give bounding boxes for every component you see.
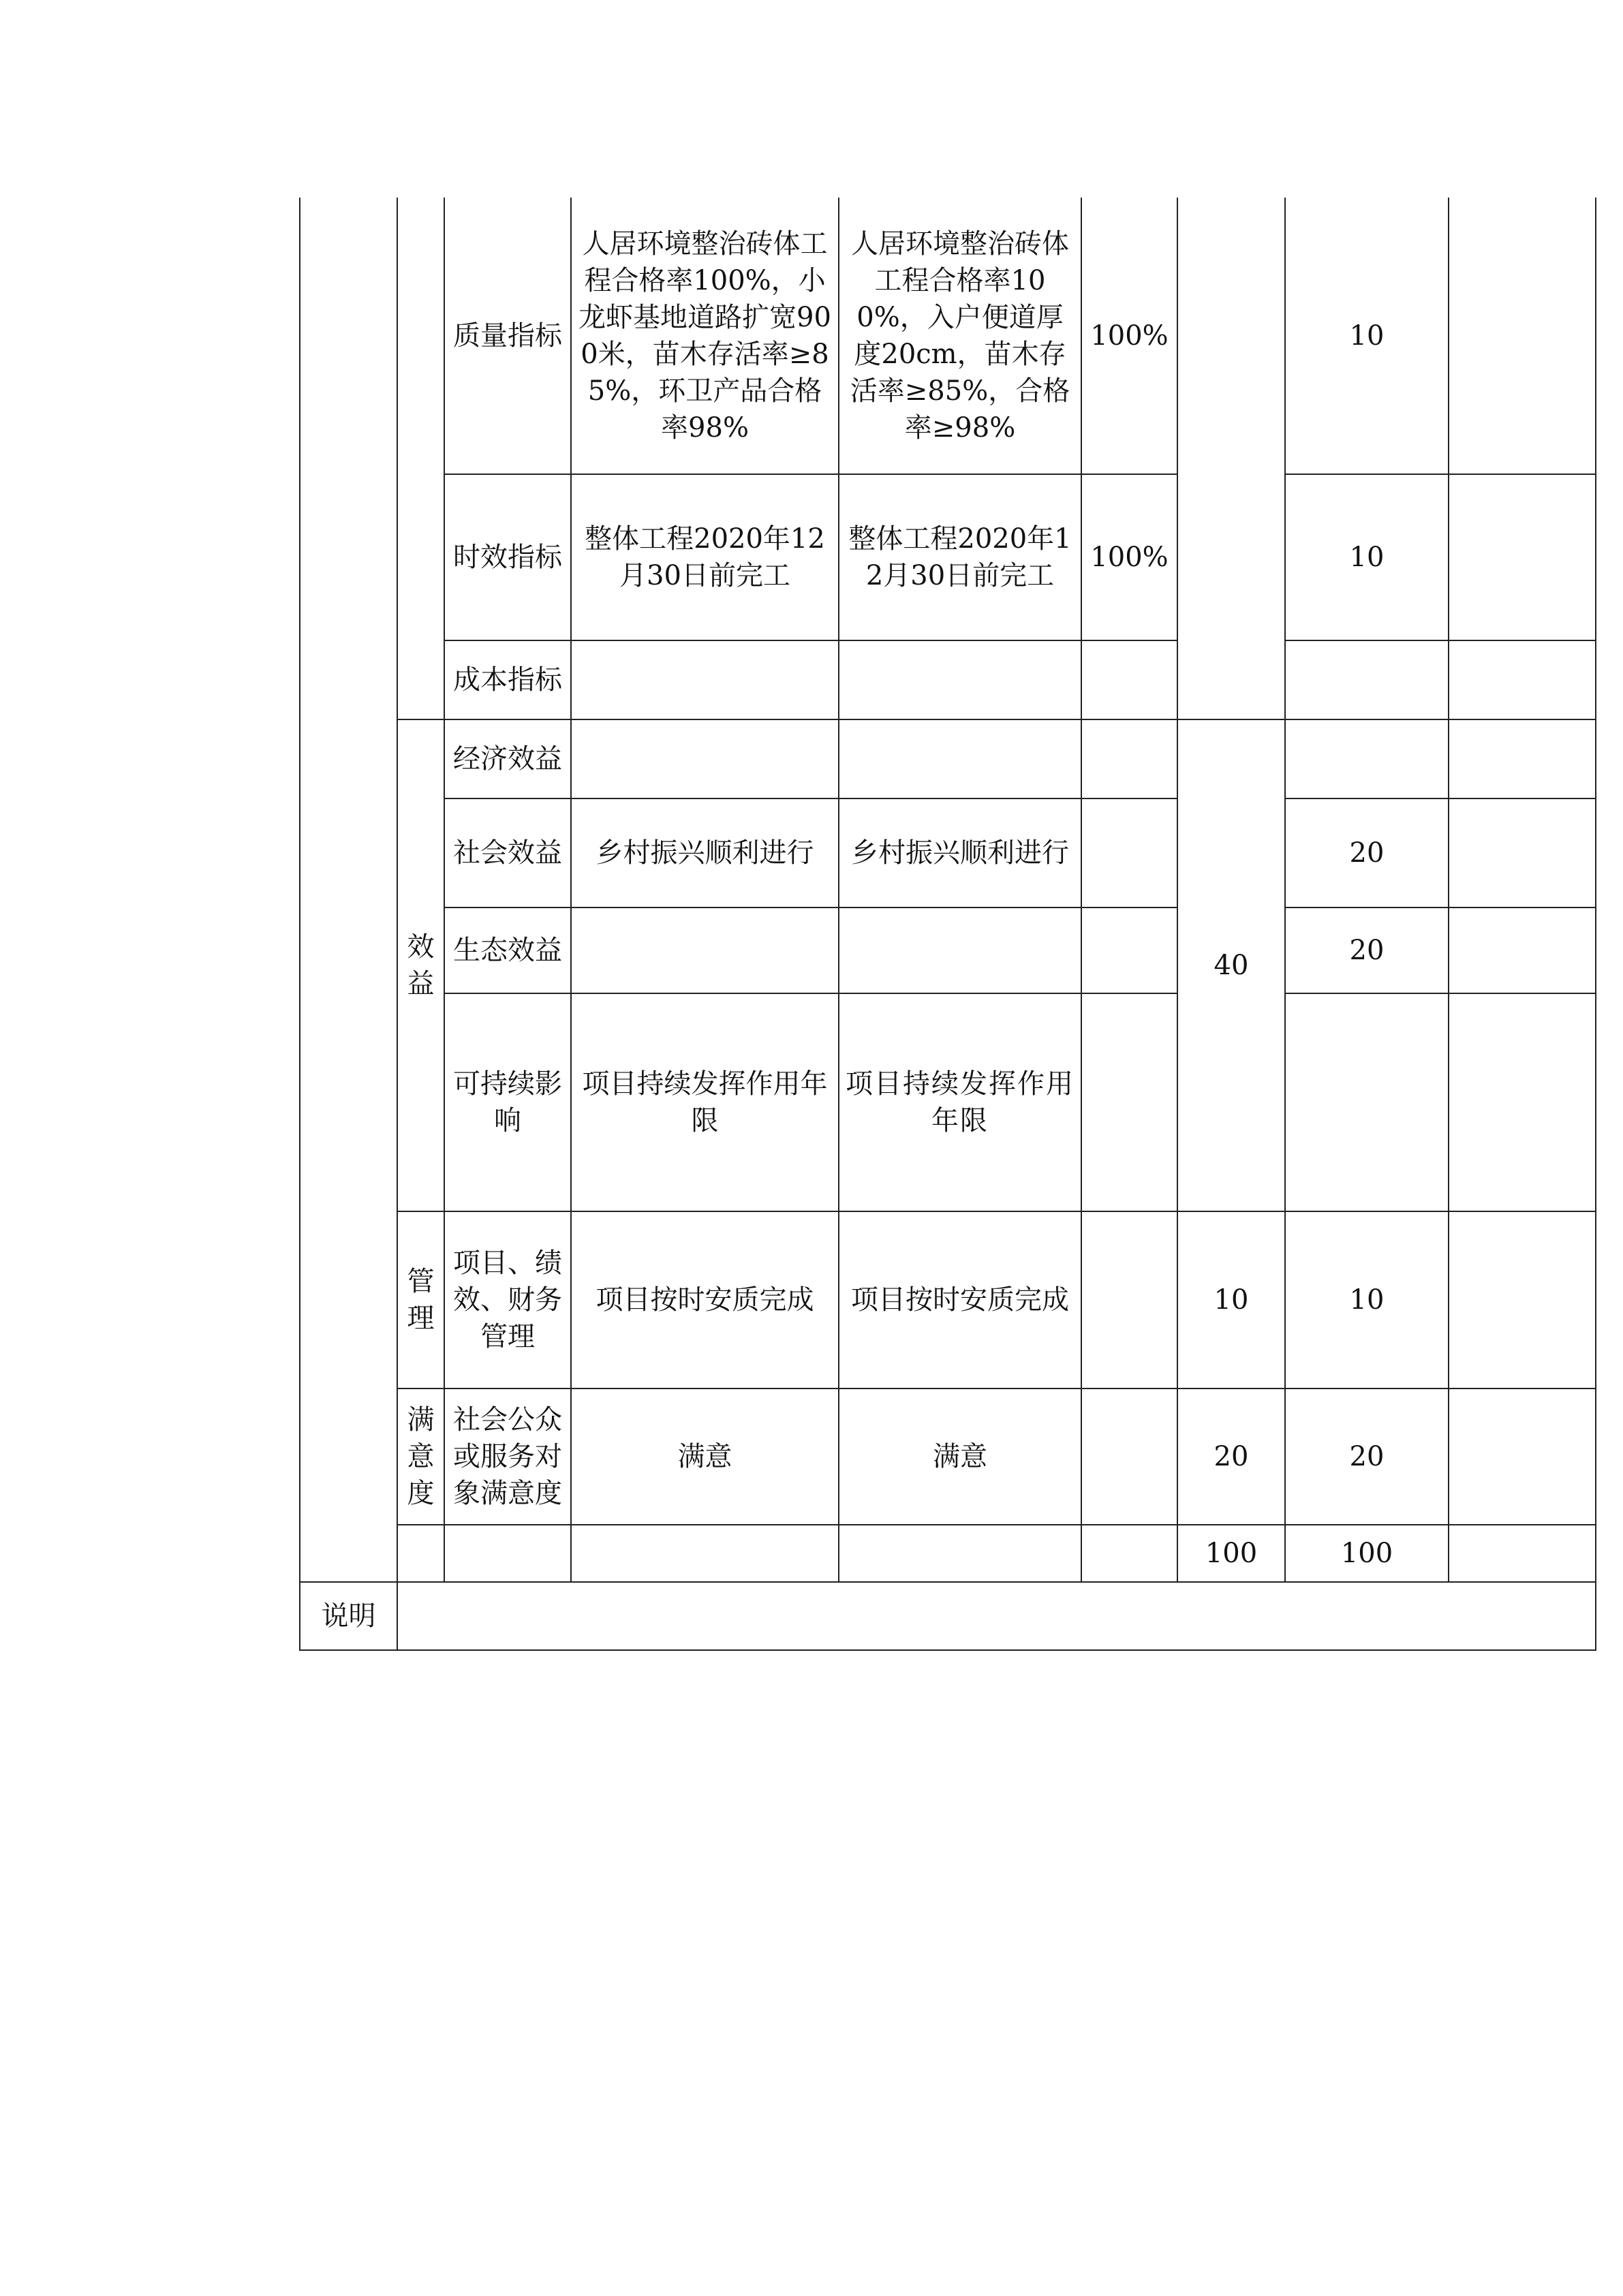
completion-cell <box>1081 798 1177 907</box>
weight-cell: 40 <box>1177 719 1285 1211</box>
indicator-cell: 经济效益 <box>444 719 571 798</box>
indicator-cell: 社会效益 <box>444 798 571 907</box>
completion-cell <box>1081 719 1177 798</box>
weight-cell: 20 <box>1177 1389 1285 1525</box>
score-cell: 20 <box>1285 798 1449 907</box>
actual-value-cell: 项目持续发挥作用年限 <box>839 993 1081 1211</box>
empty-cell <box>839 1525 1081 1582</box>
actual-value-cell <box>839 907 1081 993</box>
indicator-cell: 时效指标 <box>444 474 571 640</box>
plan-value-cell: 整体工程2020年12月30日前完工 <box>571 474 839 640</box>
note-label-cell: 说明 <box>300 1582 397 1650</box>
remark-cell <box>1449 474 1596 640</box>
score-cell: 10 <box>1285 1211 1449 1389</box>
weight-cell: 10 <box>1177 1211 1285 1389</box>
remark-cell <box>1449 719 1596 798</box>
completion-cell <box>1081 1389 1177 1525</box>
empty-cell <box>397 1525 444 1582</box>
indicator-cell: 成本指标 <box>444 640 571 719</box>
weight-cell <box>1177 198 1285 719</box>
empty-cell <box>571 1525 839 1582</box>
plan-value-cell: 人居环境整治砖体工程合格率100%，小龙虾基地道路扩宽900米，苗木存活率≥85%，环卫产品合格率98% <box>571 198 839 474</box>
table-row-cost <box>300 640 1596 719</box>
remark-cell <box>1449 993 1596 1211</box>
plan-value-cell: 乡村振兴顺利进行 <box>571 798 839 907</box>
table-row-note <box>300 1582 1596 1650</box>
remark-cell <box>1449 907 1596 993</box>
remark-cell <box>1449 640 1596 719</box>
score-cell <box>1285 640 1449 719</box>
remark-cell <box>1449 1211 1596 1389</box>
note-content-cell <box>397 1582 1596 1650</box>
benefit-category-cell: 效益 <box>397 719 444 1211</box>
completion-cell <box>1081 993 1177 1211</box>
satisfaction-category-cell: 满意度 <box>397 1389 444 1525</box>
actual-value-cell <box>839 719 1081 798</box>
score-cell: 20 <box>1285 1389 1449 1525</box>
remark-cell <box>1449 1525 1596 1582</box>
indicator-cell: 质量指标 <box>444 198 571 474</box>
indicator-cell: 生态效益 <box>444 907 571 993</box>
table-row-satisfaction <box>300 1389 1596 1525</box>
score-cell <box>1285 993 1449 1211</box>
plan-value-cell <box>571 640 839 719</box>
table-row-timeliness <box>300 474 1596 640</box>
remark-cell <box>1449 1389 1596 1525</box>
plan-value-cell: 满意 <box>571 1389 839 1525</box>
completion-cell <box>1081 907 1177 993</box>
completion-cell <box>1081 640 1177 719</box>
plan-value-cell <box>571 907 839 993</box>
plan-value-cell: 项目持续发挥作用年限 <box>571 993 839 1211</box>
score-cell: 10 <box>1285 198 1449 474</box>
actual-value-cell: 人居环境整治砖体工程合格率100%，入户便道厚度20cm，苗木存活率≥85%，合格率≥98% <box>839 198 1081 474</box>
indicator-cell: 项目、绩效、财务管理 <box>444 1211 571 1389</box>
indicator-cell: 社会公众或服务对象满意度 <box>444 1389 571 1525</box>
empty-cell <box>444 1525 571 1582</box>
score-cell: 10 <box>1285 474 1449 640</box>
table-row-quality <box>300 198 1596 474</box>
plan-value-cell: 项目按时安质完成 <box>571 1211 839 1389</box>
completion-cell: 100% <box>1081 474 1177 640</box>
completion-cell: 100% <box>1081 198 1177 474</box>
remark-cell <box>1449 198 1596 474</box>
table-row-economic <box>300 719 1596 798</box>
completion-cell <box>1081 1211 1177 1389</box>
empty-cell <box>1081 1525 1177 1582</box>
table-row-total <box>300 1525 1596 1582</box>
total-score-cell: 100 <box>1285 1525 1449 1582</box>
management-category-cell: 管理 <box>397 1211 444 1389</box>
performance-table <box>299 198 1596 1651</box>
table-row-management <box>300 1211 1596 1389</box>
remark-cell <box>1449 798 1596 907</box>
score-cell <box>1285 719 1449 798</box>
actual-value-cell: 项目按时安质完成 <box>839 1211 1081 1389</box>
outer-category-cell <box>300 198 397 1582</box>
score-cell: 20 <box>1285 907 1449 993</box>
actual-value-cell: 满意 <box>839 1389 1081 1525</box>
actual-value-cell: 乡村振兴顺利进行 <box>839 798 1081 907</box>
actual-value-cell: 整体工程2020年12月30日前完工 <box>839 474 1081 640</box>
total-weight-cell: 100 <box>1177 1525 1285 1582</box>
indicator-cell: 可持续影响 <box>444 993 571 1211</box>
output-category-cell <box>397 198 444 719</box>
table-row-sustainable <box>300 993 1596 1211</box>
actual-value-cell <box>839 640 1081 719</box>
table-row-ecological <box>300 907 1596 993</box>
plan-value-cell <box>571 719 839 798</box>
table-row-social <box>300 798 1596 907</box>
